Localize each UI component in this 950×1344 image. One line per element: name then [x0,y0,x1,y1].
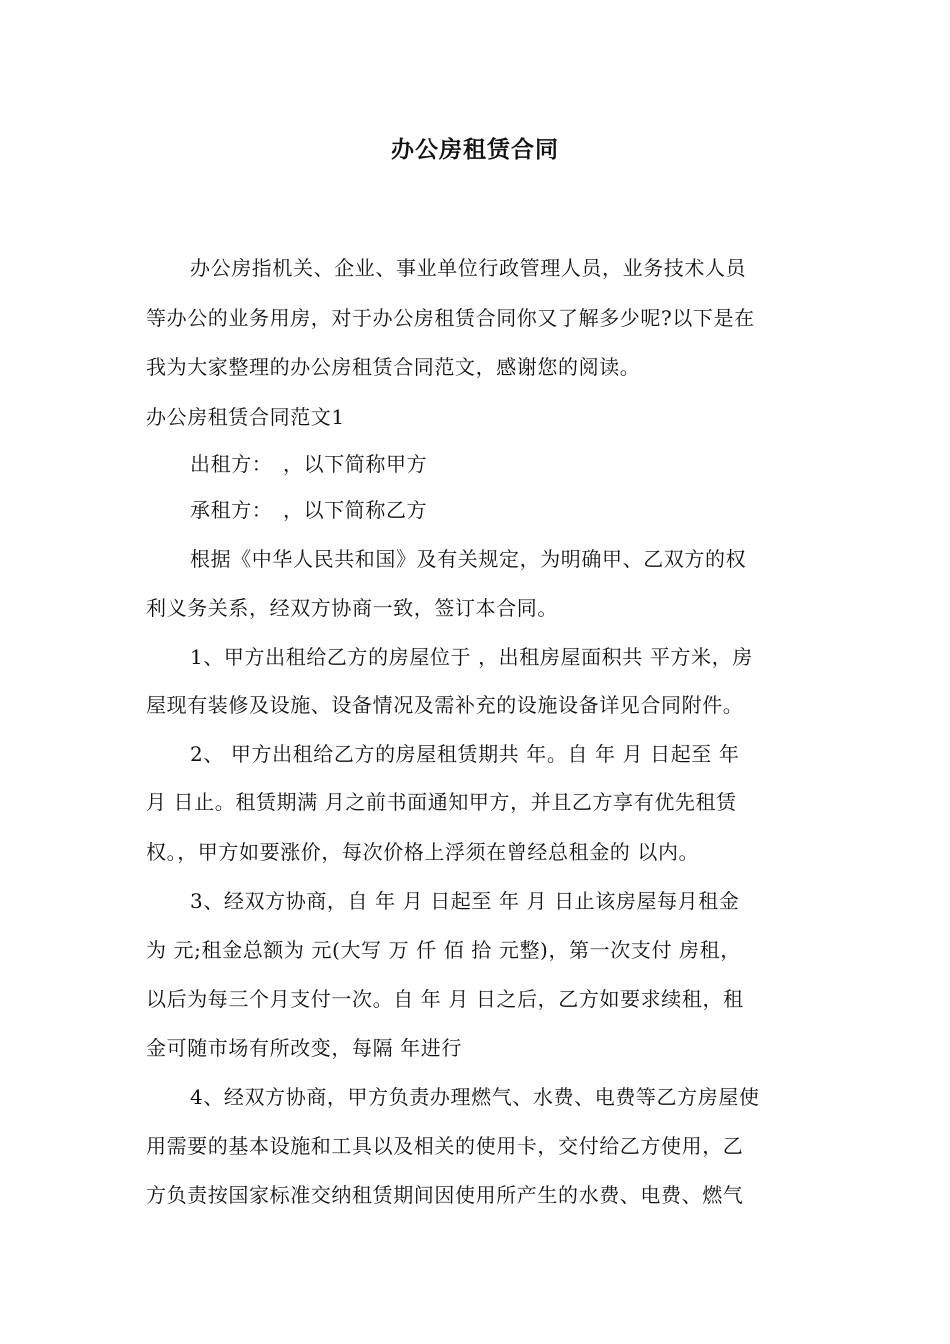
clause-line: 用需要的基本设施和工具以及相关的使用卡，交付给乙方使用，乙 [146,1134,744,1158]
clause-line: 金可随市场有所改变，每隔 年进行 [146,1036,462,1060]
paragraph-line: 办公房指机关、企业、事业单位行政管理人员，业务技术人员 [190,256,747,280]
clause-line: 1、甲方出租给乙方的房屋位于 ，出租房屋面积共 平方米，房 [190,645,753,669]
clause-line: 月 日止。租赁期满 月之前书面通知甲方，并且乙方享有优先租赁 [146,790,737,814]
paragraph-line: 我为大家整理的办公房租赁合同范文，感谢您的阅读。 [146,355,641,379]
clause-line: 权。，甲方如要涨价，每次价格上浮须在曾经总租金的 以内。 [146,840,700,864]
document-title: 办公房租赁合同 [391,137,559,163]
lessor-line: 出租方： ，以下简称甲方 [190,452,428,476]
paragraph-line: 根据《中华人民共和国》及有关规定，为明确甲、乙双方的权 [190,547,747,571]
clause-line: 3、经双方协商，自 年 月 日起至 年 月 日止该房屋每月租金 [190,889,740,913]
clause-line: 方负责按国家标准交纳租赁期间因使用所产生的水费、电费、燃气 [146,1183,744,1207]
lessee-line: 承租方： ，以下简称乙方 [190,498,428,522]
paragraph-line: 等办公的业务用房，对于办公房租赁合同你又了解多少呢?以下是在 [146,306,755,330]
clause-line: 以后为每三个月支付一次。自 年 月 日之后，乙方如要求续租，租 [146,987,744,1011]
clause-line: 为 元;租金总额为 元(大写 万 仟 佰 拾 元整)，第一次支付 房租， [146,938,741,962]
clause-line: 屋现有装修及设施、设备情况及需补充的设施设备详见合同附件。 [146,693,744,717]
clause-line: 4、经双方协商，甲方负责办理燃气、水费、电费等乙方房屋使 [190,1085,760,1109]
paragraph-line: 利义务关系，经双方协商一致，签订本合同。 [146,596,558,620]
section-heading: 办公房租赁合同范文1 [146,405,345,429]
clause-line: 2、 甲方出租给乙方的房屋租赁期共 年。自 年 月 日起至 年 [190,742,740,766]
